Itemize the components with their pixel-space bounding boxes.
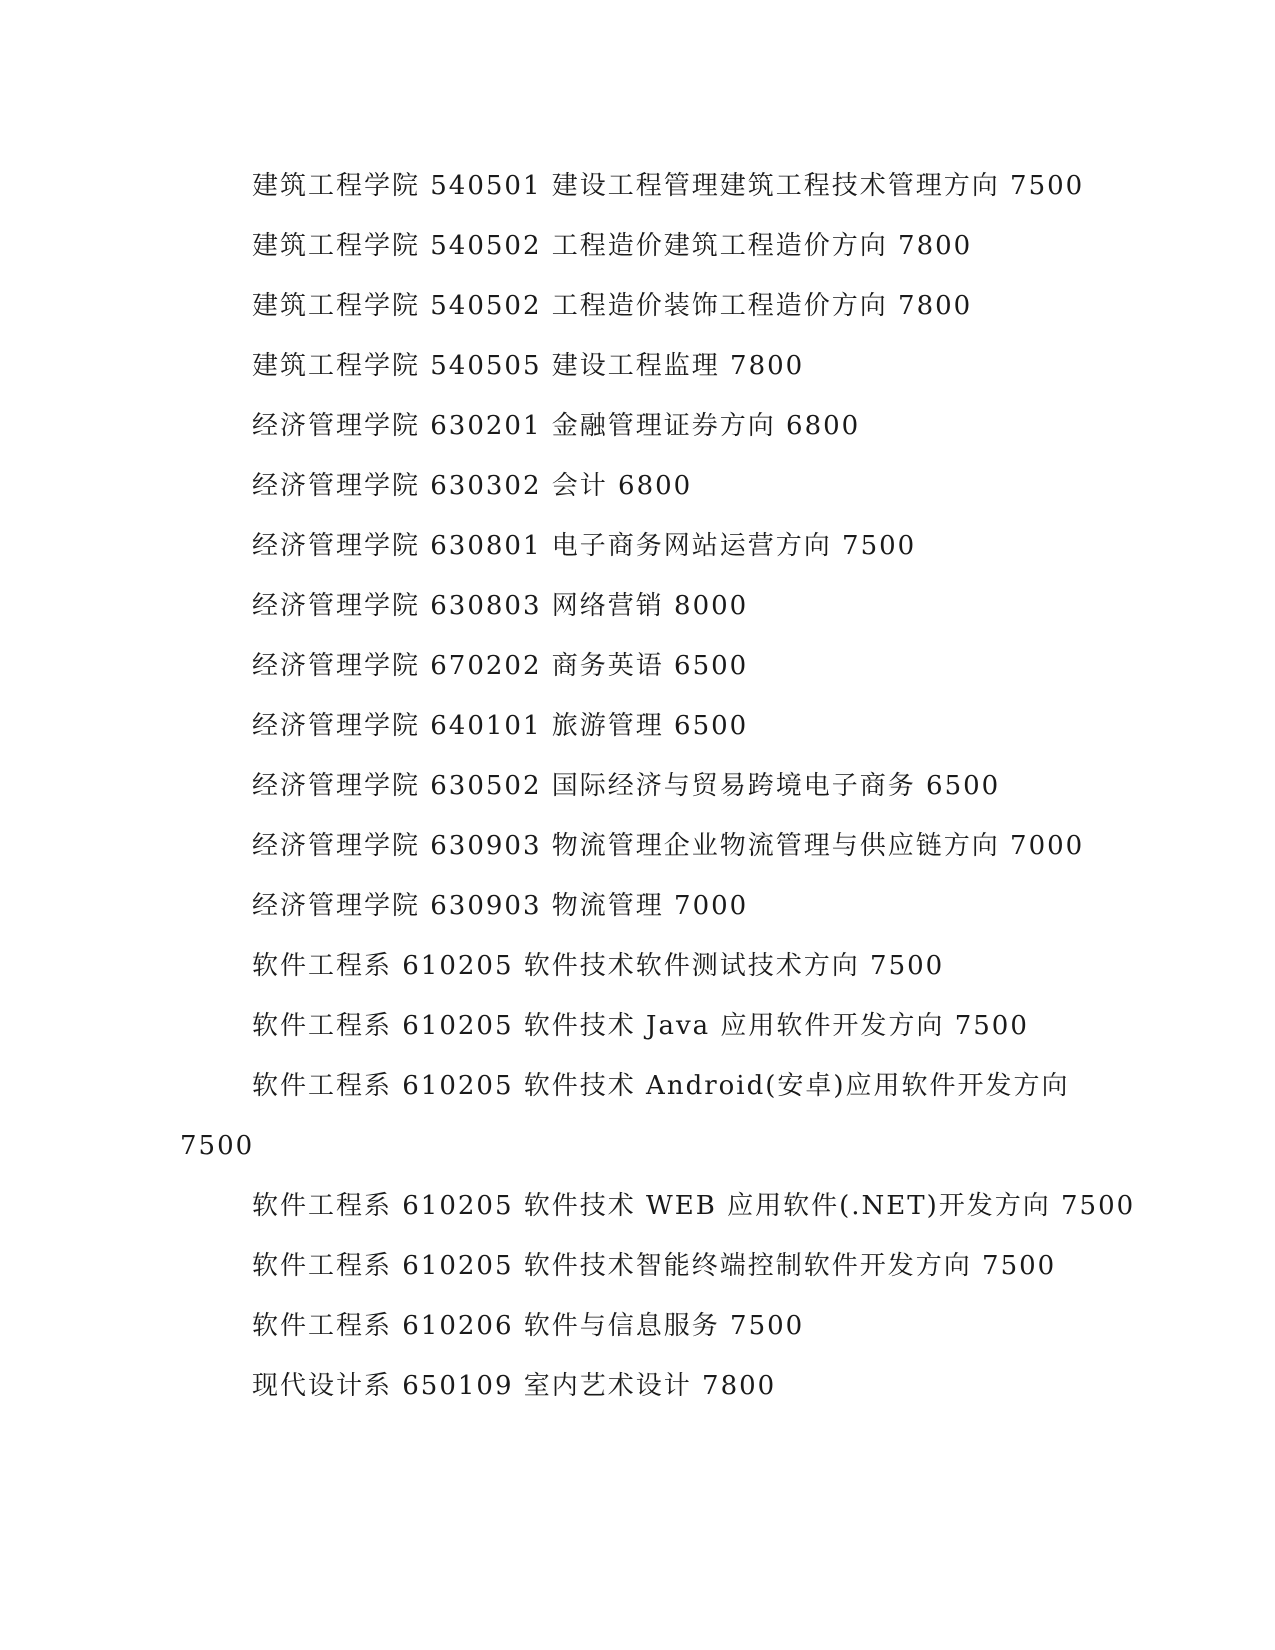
text-line: 经济管理学院 630801 电子商务网站运营方向 7500 [252, 531, 917, 561]
text-line: 软件工程系 610205 软件技术智能终端控制软件开发方向 7500 [252, 1251, 1057, 1281]
text-line: 建筑工程学院 540502 工程造价装饰工程造价方向 7800 [252, 291, 973, 321]
text-line: 软件工程系 610205 软件技术软件测试技术方向 7500 [252, 951, 945, 981]
text-line: 现代设计系 650109 室内艺术设计 7800 [252, 1371, 777, 1401]
document-body [180, 156, 1136, 1416]
text-line: 建筑工程学院 540505 建设工程监理 7800 [252, 351, 805, 381]
text-line: 经济管理学院 630803 网络营销 8000 [252, 591, 749, 621]
text-line: 经济管理学院 630502 国际经济与贸易跨境电子商务 6500 [252, 771, 1001, 801]
text-line: 经济管理学院 630302 会计 6800 [252, 471, 693, 501]
text-line: 经济管理学院 670202 商务英语 6500 [252, 651, 749, 681]
text-line: 建筑工程学院 540501 建设工程管理建筑工程技术管理方向 7500 [252, 171, 1085, 201]
text-line: 经济管理学院 630903 物流管理企业物流管理与供应链方向 7000 [252, 831, 1085, 861]
text-line: 软件工程系 610206 软件与信息服务 7500 [252, 1311, 805, 1341]
text-line: 软件工程系 610205 软件技术 WEB 应用软件(.NET)开发方向 7500 [252, 1191, 1136, 1221]
text-line: 软件工程系 610205 软件技术 Android(安卓)应用软件开发方向 [252, 1071, 1070, 1101]
text-line: 经济管理学院 630201 金融管理证券方向 6800 [252, 411, 861, 441]
text-line: 经济管理学院 630903 物流管理 7000 [252, 891, 749, 921]
text-line: 软件工程系 610205 软件技术 Java 应用软件开发方向 7500 [252, 1011, 1029, 1041]
text-line: 经济管理学院 640101 旅游管理 6500 [252, 711, 749, 741]
text-line: 建筑工程学院 540502 工程造价建筑工程造价方向 7800 [252, 231, 973, 261]
text-line-continuation: 7500 [180, 1131, 255, 1161]
